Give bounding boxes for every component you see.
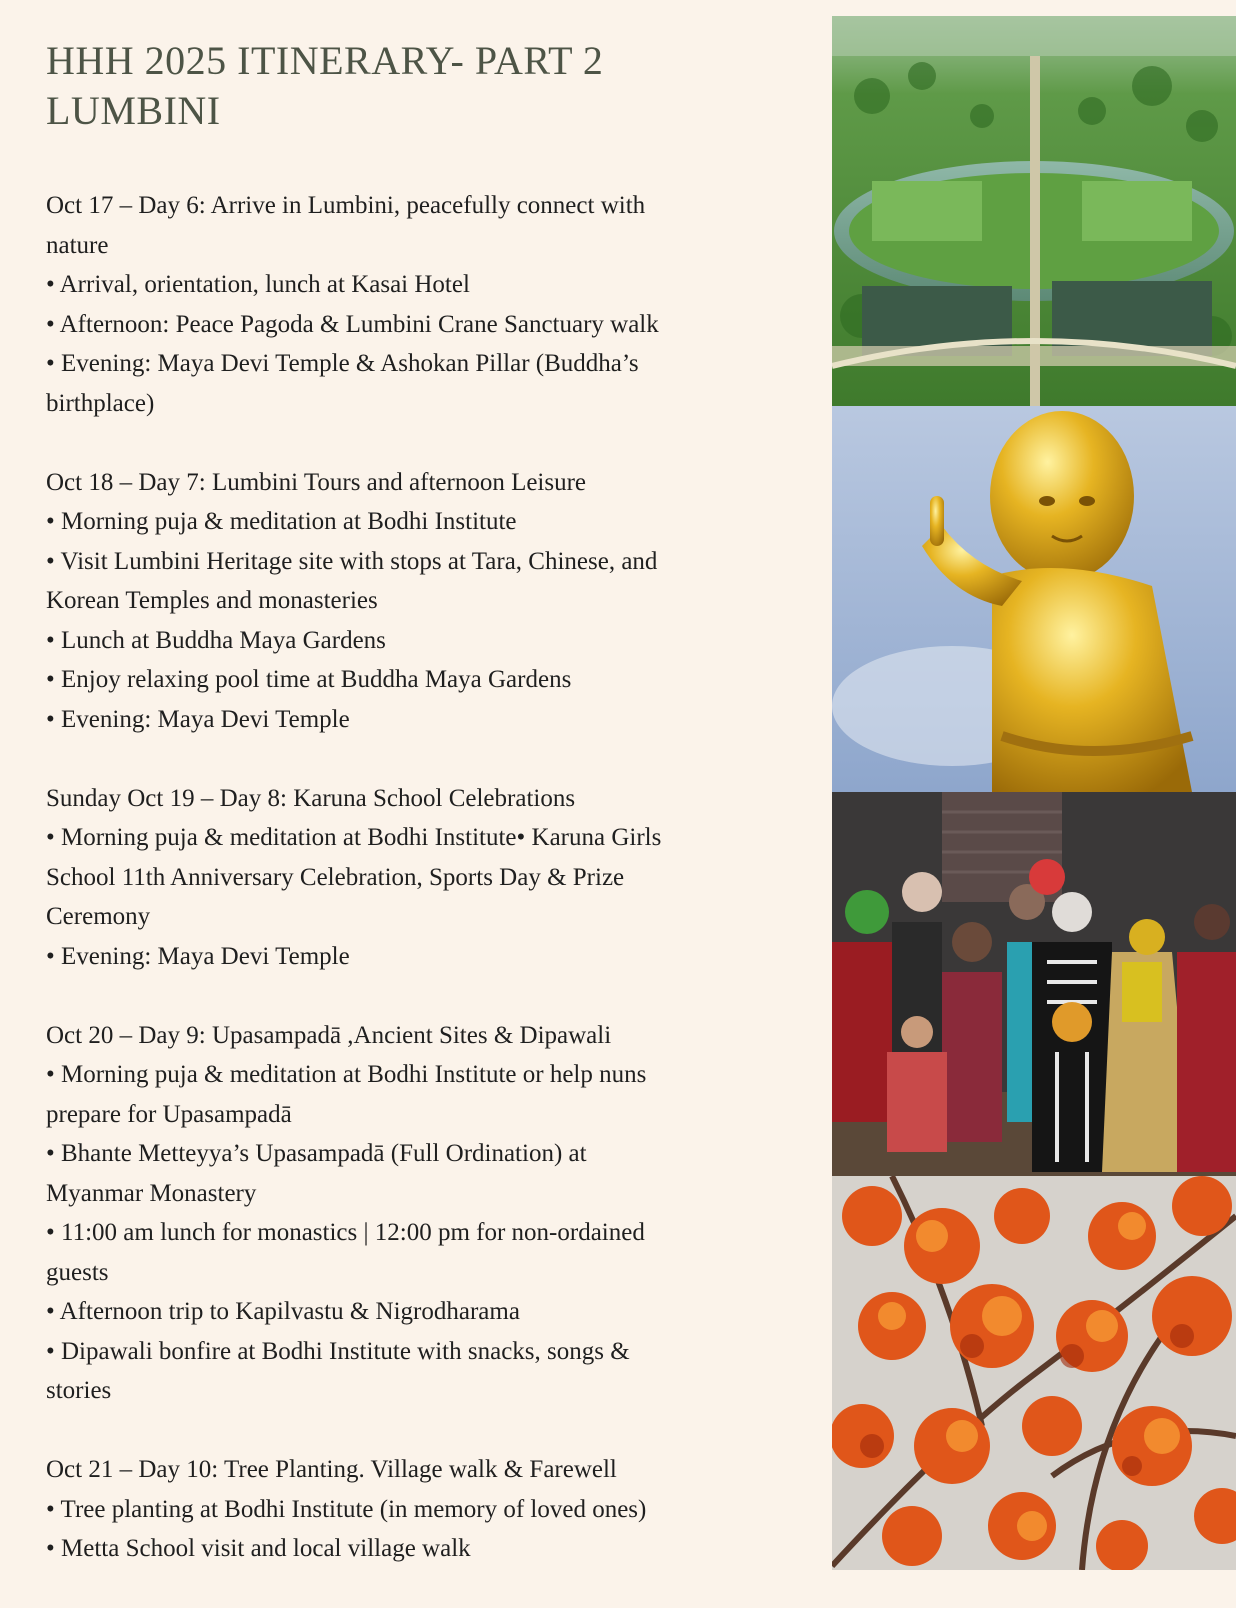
- costume-celebration-photo: [832, 792, 1236, 1176]
- list-item: Ceremony: [46, 903, 151, 930]
- list-item: • Enjoy relaxing pool time at Buddha Maya Gardens: [46, 666, 572, 693]
- golden-buddha-statue-photo: [832, 406, 1236, 792]
- list-item: • Morning puja & meditation at Bodhi Institute• Karuna Girls: [46, 824, 662, 851]
- list-item: • Metta School visit and local village walk: [46, 1535, 471, 1562]
- list-item: birthplace): [46, 389, 155, 417]
- day-9-section: [46, 1016, 806, 1411]
- day-7-section: [46, 463, 806, 740]
- day-heading: Oct 20 – Day 9: Upasampadā ,Ancient Sites & Dipawali: [46, 1021, 612, 1049]
- list-item: • Morning puja & meditation at Bodhi Institute or help nuns: [46, 1061, 647, 1088]
- list-item: • Morning puja & meditation at Bodhi Institute: [46, 508, 517, 535]
- photo-column: [832, 16, 1236, 1570]
- list-item: • Afternoon: Peace Pagoda & Lumbini Crane Sanctuary walk: [46, 310, 659, 338]
- list-item: • Evening: Maya Devi Temple & Ashokan Pillar (Buddha’s: [46, 350, 639, 377]
- list-item: prepare for Upasampadā: [46, 1100, 292, 1128]
- list-item: • Dipawali bonfire at Bodhi Institute with snacks, songs &: [46, 1337, 630, 1365]
- day-heading: Oct 21 – Day 10: Tree Planting. Village walk & Farewell: [46, 1456, 617, 1483]
- list-item: Myanmar Monastery: [46, 1179, 257, 1207]
- list-item: • Tree planting at Bodhi Institute (in memory of loved ones): [46, 1495, 647, 1523]
- day-6-section: [46, 186, 806, 423]
- day-10-section: [46, 1450, 806, 1569]
- list-item: • Evening: Maya Devi Temple: [46, 942, 350, 970]
- day-8-section: [46, 779, 806, 977]
- list-item: Korean Temples and monasteries: [46, 587, 378, 614]
- list-item: • Afternoon trip to Kapilvastu & Nigrodharama: [46, 1298, 520, 1325]
- orange-flowers-photo: [832, 1176, 1236, 1570]
- day-heading-continued: nature: [46, 231, 109, 259]
- list-item: • 11:00 am lunch for monastics | 12:00 pm for non-ordained: [46, 1219, 645, 1246]
- list-item: • Arrival, orientation, lunch at Kasai Hotel: [46, 271, 470, 298]
- list-item: • Visit Lumbini Heritage site with stops at Tara, Chinese, and: [46, 547, 658, 575]
- list-item: • Evening: Maya Devi Temple: [46, 705, 350, 733]
- title-line-2: LUMBINI: [46, 88, 221, 133]
- day-heading: Sunday Oct 19 – Day 8: Karuna School Celebrations: [46, 784, 576, 812]
- itinerary-text-column: [46, 36, 806, 1608]
- list-item: • Lunch at Buddha Maya Gardens: [46, 626, 386, 654]
- day-heading: Oct 17 – Day 6: Arrive in Lumbini, peacefully connect with: [46, 192, 646, 219]
- page-title: [46, 36, 806, 136]
- list-item: • Bhante Metteyya’s Upasampadā (Full Ordination) at: [46, 1140, 587, 1167]
- aerial-lumbini-photo: [832, 16, 1236, 406]
- title-line-1: HHH 2025 ITINERARY- PART 2: [46, 38, 604, 83]
- list-item: School 11th Anniversary Celebration, Sports Day & Prize: [46, 863, 625, 891]
- list-item: stories: [46, 1377, 112, 1404]
- list-item: guests: [46, 1258, 109, 1286]
- day-heading: Oct 18 – Day 7: Lumbini Tours and afternoon Leisure: [46, 468, 587, 496]
